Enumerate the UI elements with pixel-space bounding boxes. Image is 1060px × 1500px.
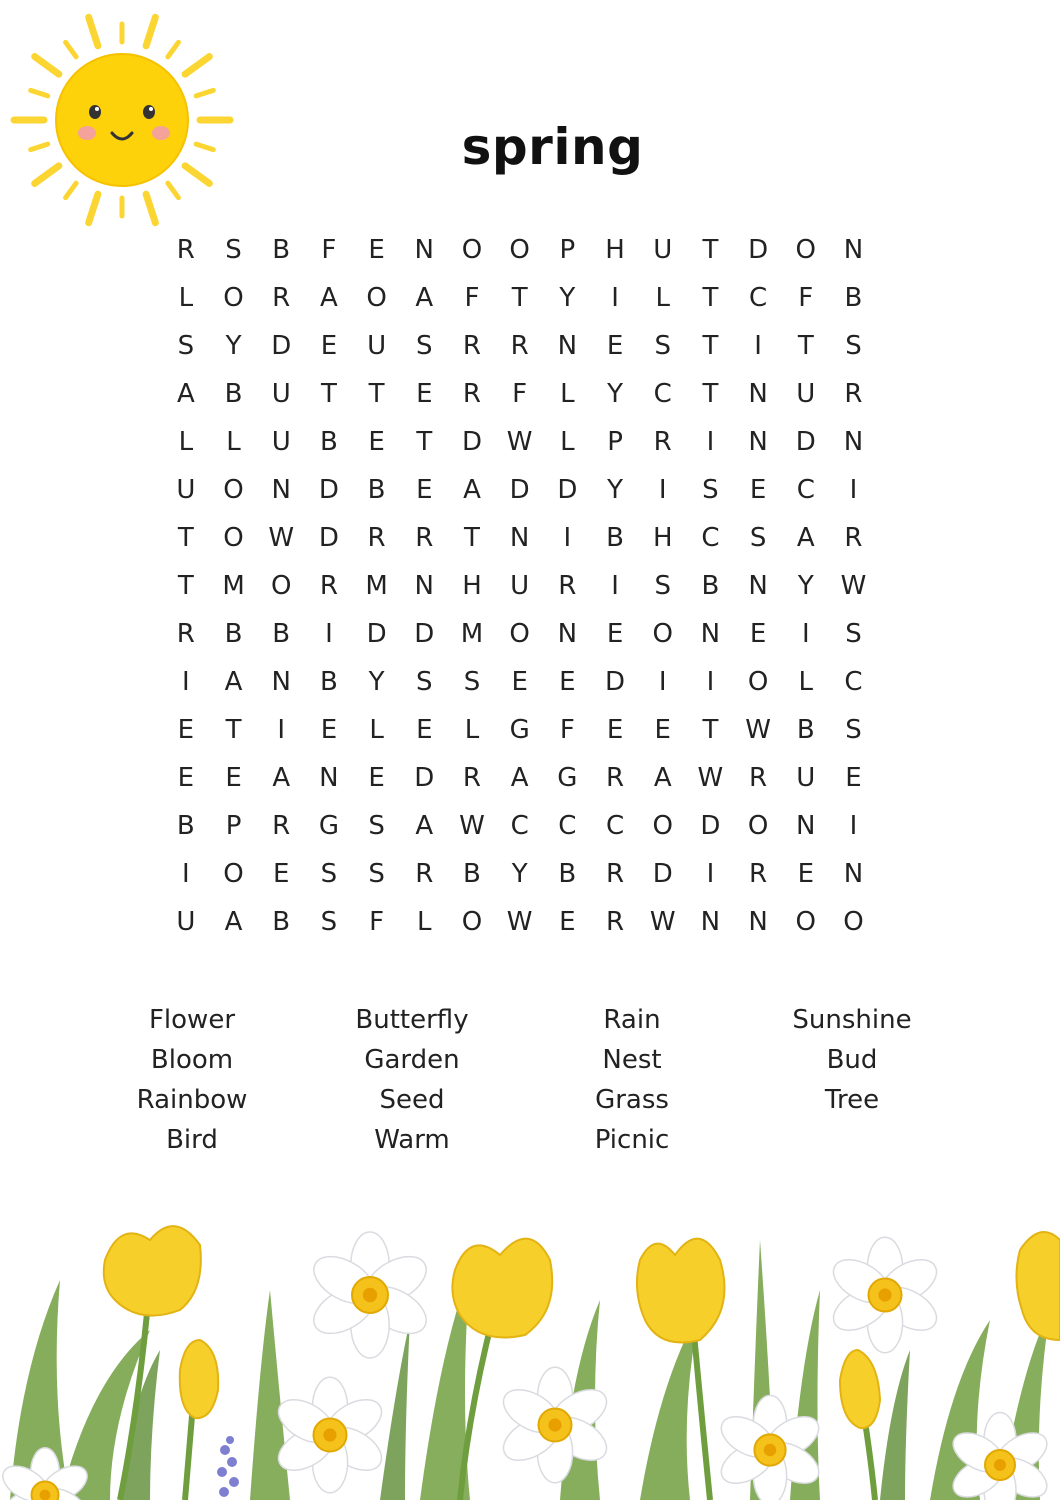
grid-letter: R (653, 427, 672, 457)
grid-letter: O (652, 619, 673, 649)
grid-letter: Y (797, 571, 814, 601)
grid-letter: I (754, 331, 762, 361)
grid-letter: C (558, 811, 577, 841)
grid-letter: R (749, 859, 768, 889)
grid-letter: R (176, 235, 195, 265)
grid-letter: E (559, 907, 576, 937)
grid-letter: O (652, 811, 673, 841)
grid-letter: F (512, 379, 528, 409)
grid-letter: O (509, 235, 530, 265)
word-item: Picnic (594, 1125, 670, 1155)
letter-grid (162, 226, 877, 946)
word-column (302, 1000, 522, 1160)
grid-letter: D (366, 619, 387, 649)
grid-letter: F (369, 907, 385, 937)
grid-letter: B (558, 859, 577, 889)
grid-letter: A (415, 283, 434, 313)
grid-letter: B (701, 571, 720, 601)
grid-letter: O (795, 235, 817, 265)
word-list (82, 1000, 962, 1160)
word-item: Garden (364, 1045, 460, 1075)
grid-letter: N (700, 619, 721, 649)
grid-letter: E (749, 475, 767, 505)
grid-letter: P (607, 427, 623, 457)
grid-letter: O (843, 907, 864, 937)
grid-letter: F (559, 715, 575, 745)
grid-letter: L (464, 715, 480, 745)
grid-letter: N (509, 523, 530, 553)
grid-letter: M (365, 571, 388, 601)
grid-letter: A (653, 763, 672, 793)
grid-letter: S (845, 331, 862, 361)
grid-letter: A (224, 667, 243, 697)
grid-letter: N (557, 331, 578, 361)
grid-letter: N (700, 907, 721, 937)
grid-letter: R (844, 523, 863, 553)
grid-letter: T (511, 283, 528, 313)
grid-letter: E (606, 619, 624, 649)
grid-letter: S (320, 859, 338, 889)
grid-letter: B (272, 235, 291, 265)
grid-letter: E (416, 379, 433, 409)
grid-letter: I (611, 571, 619, 601)
word-column (522, 1000, 742, 1160)
grid-letter: E (368, 427, 385, 457)
grid-letter: E (320, 331, 338, 361)
grid-letter: L (655, 283, 670, 313)
grid-letter: N (319, 763, 339, 793)
grid-letter: R (749, 763, 768, 793)
grid-letter: C (510, 811, 529, 841)
grid-letter: E (749, 619, 767, 649)
grid-letter: M (460, 619, 484, 649)
grid-letter: C (844, 667, 863, 697)
grid-letter: E (845, 763, 862, 793)
grid-letter: N (748, 907, 768, 937)
grid-letter: H (652, 523, 673, 553)
grid-letter: B (319, 427, 338, 457)
grid-letter: R (462, 763, 481, 793)
word-item: Rainbow (136, 1085, 248, 1115)
grid-letter: P (559, 235, 576, 265)
grid-letter: R (510, 331, 529, 361)
grid-letter: I (563, 523, 572, 553)
grid-letter: S (654, 331, 671, 361)
grid-letter: R (176, 619, 195, 649)
grid-letter: E (225, 763, 242, 793)
grid-letter: U (176, 475, 196, 505)
grid-letter: S (320, 907, 338, 937)
grid-letter: T (416, 427, 433, 457)
grid-letter: R (367, 523, 386, 553)
grid-letter: F (798, 283, 814, 313)
grid-letter: I (611, 283, 619, 313)
grid-letter: A (415, 811, 434, 841)
grid-letter: E (654, 715, 671, 745)
grid-letter: Y (225, 331, 242, 361)
grid-letter: C (653, 379, 672, 409)
grid-letter: N (557, 619, 578, 649)
grid-letter: B (272, 619, 291, 649)
grid-letter: O (747, 667, 769, 697)
grid-letter: I (706, 859, 715, 889)
grid-letter: I (706, 427, 715, 457)
grid-letter: A (463, 475, 481, 505)
grid-letter: F (464, 283, 480, 313)
grid-letter: D (414, 763, 435, 793)
grid-letter: D (414, 619, 435, 649)
grid-letter: M (222, 571, 245, 601)
grid-letter: B (272, 907, 291, 937)
grid-letter: O (366, 283, 387, 313)
grid-letter: E (273, 859, 290, 889)
grid-letter: N (843, 427, 864, 457)
grid-letter: G (509, 715, 530, 745)
grid-letter: W (649, 907, 676, 937)
grid-letter: E (606, 715, 624, 745)
grid-letter: O (461, 235, 483, 265)
grid-letter: I (849, 475, 858, 505)
grid-letter: I (277, 715, 286, 745)
word-item: Flower (148, 1005, 236, 1035)
grid-letter: T (702, 331, 719, 361)
grid-letter: D (509, 475, 530, 505)
grid-letter: L (560, 427, 575, 457)
grid-letter: B (463, 859, 481, 889)
word-item: Bird (166, 1125, 218, 1155)
grid-letter: N (271, 667, 291, 697)
word-item: Nest (602, 1045, 662, 1075)
grid-letter: D (795, 427, 816, 457)
grid-letter: W (745, 715, 771, 745)
grid-letter: L (178, 283, 194, 313)
grid-letter: A (272, 763, 291, 793)
grid-letter: S (845, 715, 862, 745)
grid-letter: R (844, 379, 863, 409)
grid-letter: O (509, 619, 530, 649)
grid-letter: R (319, 571, 338, 601)
grid-letter: S (845, 619, 862, 649)
grid-letter: C (701, 523, 720, 553)
grid-letter: D (318, 475, 339, 505)
grid-letter: E (320, 715, 338, 745)
grid-letter: L (798, 667, 814, 697)
grid-letter: S (749, 523, 767, 553)
word-item: Sunshine (792, 1005, 912, 1035)
grid-letter: T (702, 283, 719, 313)
grid-letter: B (844, 283, 863, 313)
grid-letter: B (606, 523, 624, 553)
grid-letter: E (368, 763, 385, 793)
grid-letter: D (461, 427, 482, 457)
grid-letter: H (462, 571, 482, 601)
grid-letter: D (700, 811, 721, 841)
grid-letter: E (177, 763, 195, 793)
grid-letter: B (796, 715, 815, 745)
grid-letter: R (558, 571, 577, 601)
grid-letter: N (748, 379, 768, 409)
grid-letter: Y (559, 283, 576, 313)
grid-letter: L (560, 379, 575, 409)
grid-letter: L (369, 715, 384, 745)
grid-letter: N (796, 811, 816, 841)
grid-letter: C (605, 811, 625, 841)
grid-letter: L (226, 427, 241, 457)
word-item: Bloom (150, 1045, 234, 1075)
grid-letter: O (223, 523, 244, 553)
grid-letter: P (225, 811, 242, 841)
grid-letter: E (416, 715, 433, 745)
grid-letter: S (463, 667, 481, 697)
grid-letter: I (801, 619, 810, 649)
grid-letter: Y (511, 859, 528, 889)
grid-letter: A (176, 379, 195, 409)
page-title: spring (461, 118, 644, 176)
grid-letter: O (795, 907, 817, 937)
grid-letter: N (843, 859, 864, 889)
grid-letter: D (557, 475, 578, 505)
grid-letter: B (224, 379, 243, 409)
grid-letter: S (654, 571, 671, 601)
grid-letter: S (225, 235, 242, 265)
grid-letter: I (182, 859, 190, 889)
grid-letter: E (797, 859, 814, 889)
grid-letter: C (796, 475, 815, 505)
grid-letter: R (462, 379, 481, 409)
grid-letter: N (748, 427, 768, 457)
grid-letter: R (462, 331, 481, 361)
grid-letter: T (797, 331, 814, 361)
word-item: Grass (595, 1085, 669, 1115)
grid-letter: W (459, 811, 485, 841)
grid-letter: H (605, 235, 625, 265)
grid-letter: E (559, 667, 576, 697)
grid-letter: W (697, 763, 724, 793)
grid-letter: B (224, 619, 243, 649)
grid-letter: A (796, 523, 815, 553)
grid-letter: R (605, 763, 625, 793)
grid-letter: E (606, 331, 624, 361)
grid-letter: T (702, 235, 719, 265)
grid-letter: R (605, 907, 625, 937)
grid-letter: I (658, 667, 667, 697)
grid-letter: C (749, 283, 768, 313)
grid-letter: D (605, 667, 626, 697)
grid-letter: O (223, 475, 244, 505)
grid-letter: U (271, 427, 291, 457)
grid-letter: S (368, 859, 385, 889)
grid-letter: U (176, 907, 196, 937)
grid-letter: B (176, 811, 195, 841)
grid-letter: S (368, 811, 385, 841)
grid-letter: U (271, 379, 291, 409)
grid-letter: D (652, 859, 673, 889)
grid-letter: G (557, 763, 578, 793)
grid-letter: S (416, 667, 433, 697)
grid-letter: N (271, 475, 291, 505)
grid-letter: I (325, 619, 333, 649)
grid-letter: I (658, 475, 667, 505)
grid-letter: F (321, 235, 337, 265)
word-column (82, 1000, 302, 1160)
word-column (742, 1000, 962, 1160)
grid-letter: B (367, 475, 386, 505)
grid-letter: N (748, 571, 768, 601)
grid-letter: L (417, 907, 432, 937)
grid-letter: N (414, 235, 434, 265)
grid-letter: U (796, 379, 816, 409)
grid-letter: A (320, 283, 338, 313)
grid-letter: T (464, 523, 480, 553)
word-item: Seed (379, 1085, 445, 1115)
word-item: Bud (826, 1045, 878, 1075)
grid-letter: S (416, 331, 433, 361)
grid-letter: U (796, 763, 816, 793)
grid-letter: Y (607, 475, 623, 505)
grid-letter: A (224, 907, 243, 937)
grid-letter: S (177, 331, 195, 361)
grid-letter: B (319, 667, 338, 697)
grid-letter: U (367, 331, 387, 361)
grid-letter: E (511, 667, 528, 697)
grid-letter: T (225, 715, 242, 745)
word-item: Butterfly (355, 1005, 469, 1035)
grid-letter: Y (368, 667, 385, 697)
grid-letter: E (177, 715, 195, 745)
grid-letter: O (747, 811, 769, 841)
grid-letter: G (318, 811, 339, 841)
grid-letter: E (416, 475, 433, 505)
grid-letter: N (414, 571, 434, 601)
grid-letter: I (849, 811, 858, 841)
grid-letter: U (653, 235, 673, 265)
grid-letter: R (272, 811, 291, 841)
grid-letter: L (178, 427, 194, 457)
grid-letter: T (368, 379, 385, 409)
grid-letter: R (415, 859, 434, 889)
grid-letter: T (177, 523, 194, 553)
grid-letter: O (461, 907, 483, 937)
grid-letter: Y (607, 379, 623, 409)
word-item: Tree (824, 1085, 880, 1115)
grid-letter: R (605, 859, 625, 889)
grid-letter: R (415, 523, 434, 553)
grid-letter: D (748, 235, 769, 265)
grid-letter: T (702, 715, 719, 745)
grid-letter: D (271, 331, 292, 361)
grid-letter: T (702, 379, 719, 409)
grid-letter: W (506, 427, 533, 457)
grid-letter: E (368, 235, 385, 265)
grid-letter: O (270, 571, 292, 601)
flower-border-illustration (0, 1200, 1060, 1500)
grid-letter: W (840, 571, 867, 601)
grid-letter: N (843, 235, 864, 265)
word-item: Warm (374, 1125, 450, 1155)
grid-letter: A (510, 763, 529, 793)
grid-letter: T (320, 379, 337, 409)
grid-letter: W (506, 907, 533, 937)
grid-letter: D (318, 523, 339, 553)
grid-letter: S (702, 475, 719, 505)
grid-letter: U (510, 571, 530, 601)
grid-letter: O (223, 859, 244, 889)
grid-letter: I (182, 667, 190, 697)
grid-letter: R (272, 283, 291, 313)
word-item: Rain (603, 1005, 661, 1035)
grid-letter: W (268, 523, 295, 553)
grid-letter: T (177, 571, 194, 601)
grid-letter: I (706, 667, 715, 697)
grid-letter: O (223, 283, 244, 313)
